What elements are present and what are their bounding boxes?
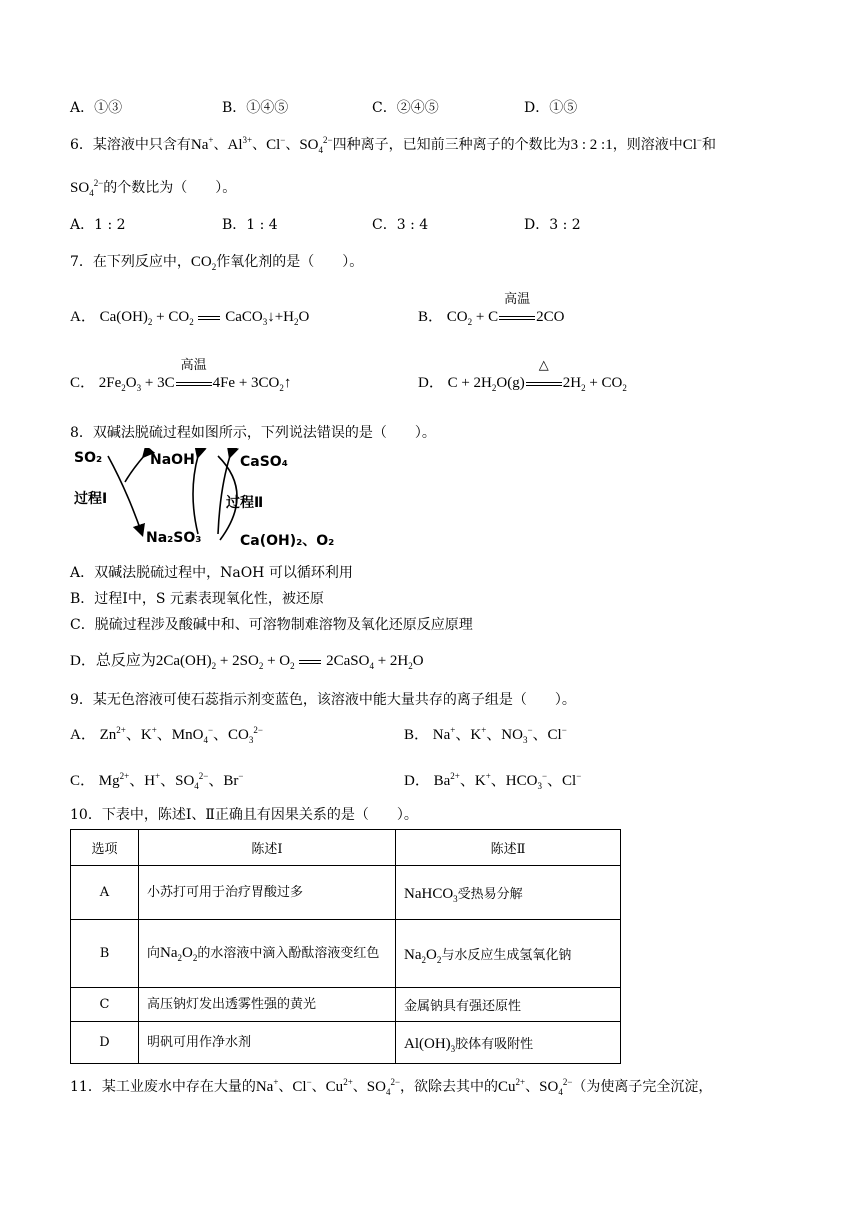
caoh2-o2-label: Ca(OH)₂、O₂ [240, 533, 335, 549]
q6-stem-2: $SO_4^{2-}$的个数比为（ ）。 [70, 178, 237, 198]
q6-option-d: D．3 : 2 [524, 217, 581, 233]
q9-option-b: B． Na+、K+、$NO_3^-$、Cl− [404, 725, 567, 745]
q5-option-c: C．②④⑤ [372, 100, 439, 116]
row-statement-2: NaHCO$_3$受热易分解 [396, 866, 621, 920]
caso4-label: CaSO₄ [240, 454, 288, 470]
row-statement-1: 向$Na_2O_2$的水溶液中滴入酚酞溶液变红色 [139, 920, 396, 988]
row-option: A [71, 866, 139, 920]
row-option: D [71, 1022, 139, 1064]
desulfurization-diagram [70, 448, 360, 558]
q6-stem: 6．某溶液中只含有Na+、$Al^{3+}$、Cl−、$SO_4^{2-}$四种离子，已知前三种离子的个数比为3 : 2 :1，则溶液中Cl−和 [70, 135, 716, 155]
table-row [71, 866, 621, 920]
row-statement-2: $Al(OH)_3$胶体有吸附性 [396, 1022, 621, 1064]
q8-option-c: C．脱硫过程涉及酸碱中和、可溶物制难溶物及氧化还原反应原理 [70, 617, 473, 633]
so2-label: SO₂ [74, 450, 103, 466]
row-option: C [71, 988, 139, 1022]
q7-option-b: B． $CO_2 + C$ 高温 2CO [418, 291, 565, 327]
q6-option-b: B．1 : 4 [222, 217, 278, 233]
q8-option-a: A．双碱法脱硫过程中，NaOH 可以循环利用 [70, 565, 353, 581]
process-1-label: 过程Ⅰ [74, 491, 108, 507]
q8-stem: 8．双碱法脱硫过程如图所示，下列说法错误的是（ ）。 [70, 425, 436, 441]
q7-option-a: A． $Ca(OH)_2 + CO_2$ $CaCO_3↓+H_2O$ [70, 309, 310, 327]
q9-stem: 9．某无色溶液可使石蕊指示剂变蓝色，该溶液中能大量共存的离子组是（ ）。 [70, 692, 576, 708]
row-statement-2: 金属钠具有强还原性 [396, 988, 621, 1022]
q5-option-b: B．①④⑤ [222, 100, 289, 116]
row-option: B [71, 920, 139, 988]
q7-option-d: D． $C + 2H_2O(g)$ △ $2H_2 + CO_2$ [418, 357, 627, 393]
header-statement-1: 陈述Ⅰ [139, 830, 396, 866]
row-statement-1: 明矾可用作净水剂 [139, 1022, 396, 1064]
q5-option-d: D．①⑤ [524, 100, 578, 116]
table-row [71, 988, 621, 1022]
q8-option-b: B．过程Ⅰ中，S 元素表现氧化性，被还原 [70, 591, 324, 607]
row-statement-1: 高压钠灯发出透雾性强的黄光 [139, 988, 396, 1022]
q11-stem: 11．某工业废水中存在大量的Na+、Cl−、$Cu^{2+}$、$SO_4^{2-}$，欲除去其中的$Cu^{2+}$、$SO_4^{2-}$（为使离子完全沉淀， [70, 1077, 713, 1097]
naoh-label: NaOH [150, 452, 195, 468]
row-statement-1: 小苏打可用于治疗胃酸过多 [139, 866, 396, 920]
q6-option-a: A．1 : 2 [70, 217, 126, 233]
q7-option-c: C． $2Fe_2O_3 + 3C$ 高温 $4Fe + 3CO_2↑$ [70, 357, 292, 393]
na2so3-label: Na₂SO₃ [146, 530, 202, 546]
q9-option-a: A． $Zn^{2+}$、K+、MnO$_4$−、$CO_3^{2-}$ [70, 725, 263, 745]
q10-table [70, 829, 621, 1064]
table-row [71, 920, 621, 988]
header-option: 选项 [71, 830, 139, 866]
q9-option-d: D． $Ba^{2+}$、K+、$HCO_3^-$、Cl− [404, 771, 582, 791]
row-statement-2: $Na_2O_2$与水反应生成氢氧化钠 [396, 920, 621, 988]
q7-stem: 7．在下列反应中，$CO_2$作氧化剂的是（ ）。 [70, 254, 364, 272]
header-statement-2: 陈述Ⅱ [396, 830, 621, 866]
q10-stem: 10．下表中，陈述Ⅰ、Ⅱ正确且有因果关系的是（ ）。 [70, 807, 418, 823]
q6-option-c: C．3 : 4 [372, 217, 429, 233]
q8-option-d: D．总反应为$2Ca(OH)_2 + 2SO_2 + O_2$ 2CaSO$_4$ + $2H_2O$ [70, 653, 424, 671]
q5-option-a: A．①③ [70, 100, 123, 116]
table-row [71, 1022, 621, 1064]
table-header-row [71, 830, 621, 866]
process-2-label: 过程Ⅱ [226, 495, 264, 511]
q9-option-c: C． $Mg^{2+}$、H+、$SO_4^{2-}$、Br− [70, 771, 244, 791]
